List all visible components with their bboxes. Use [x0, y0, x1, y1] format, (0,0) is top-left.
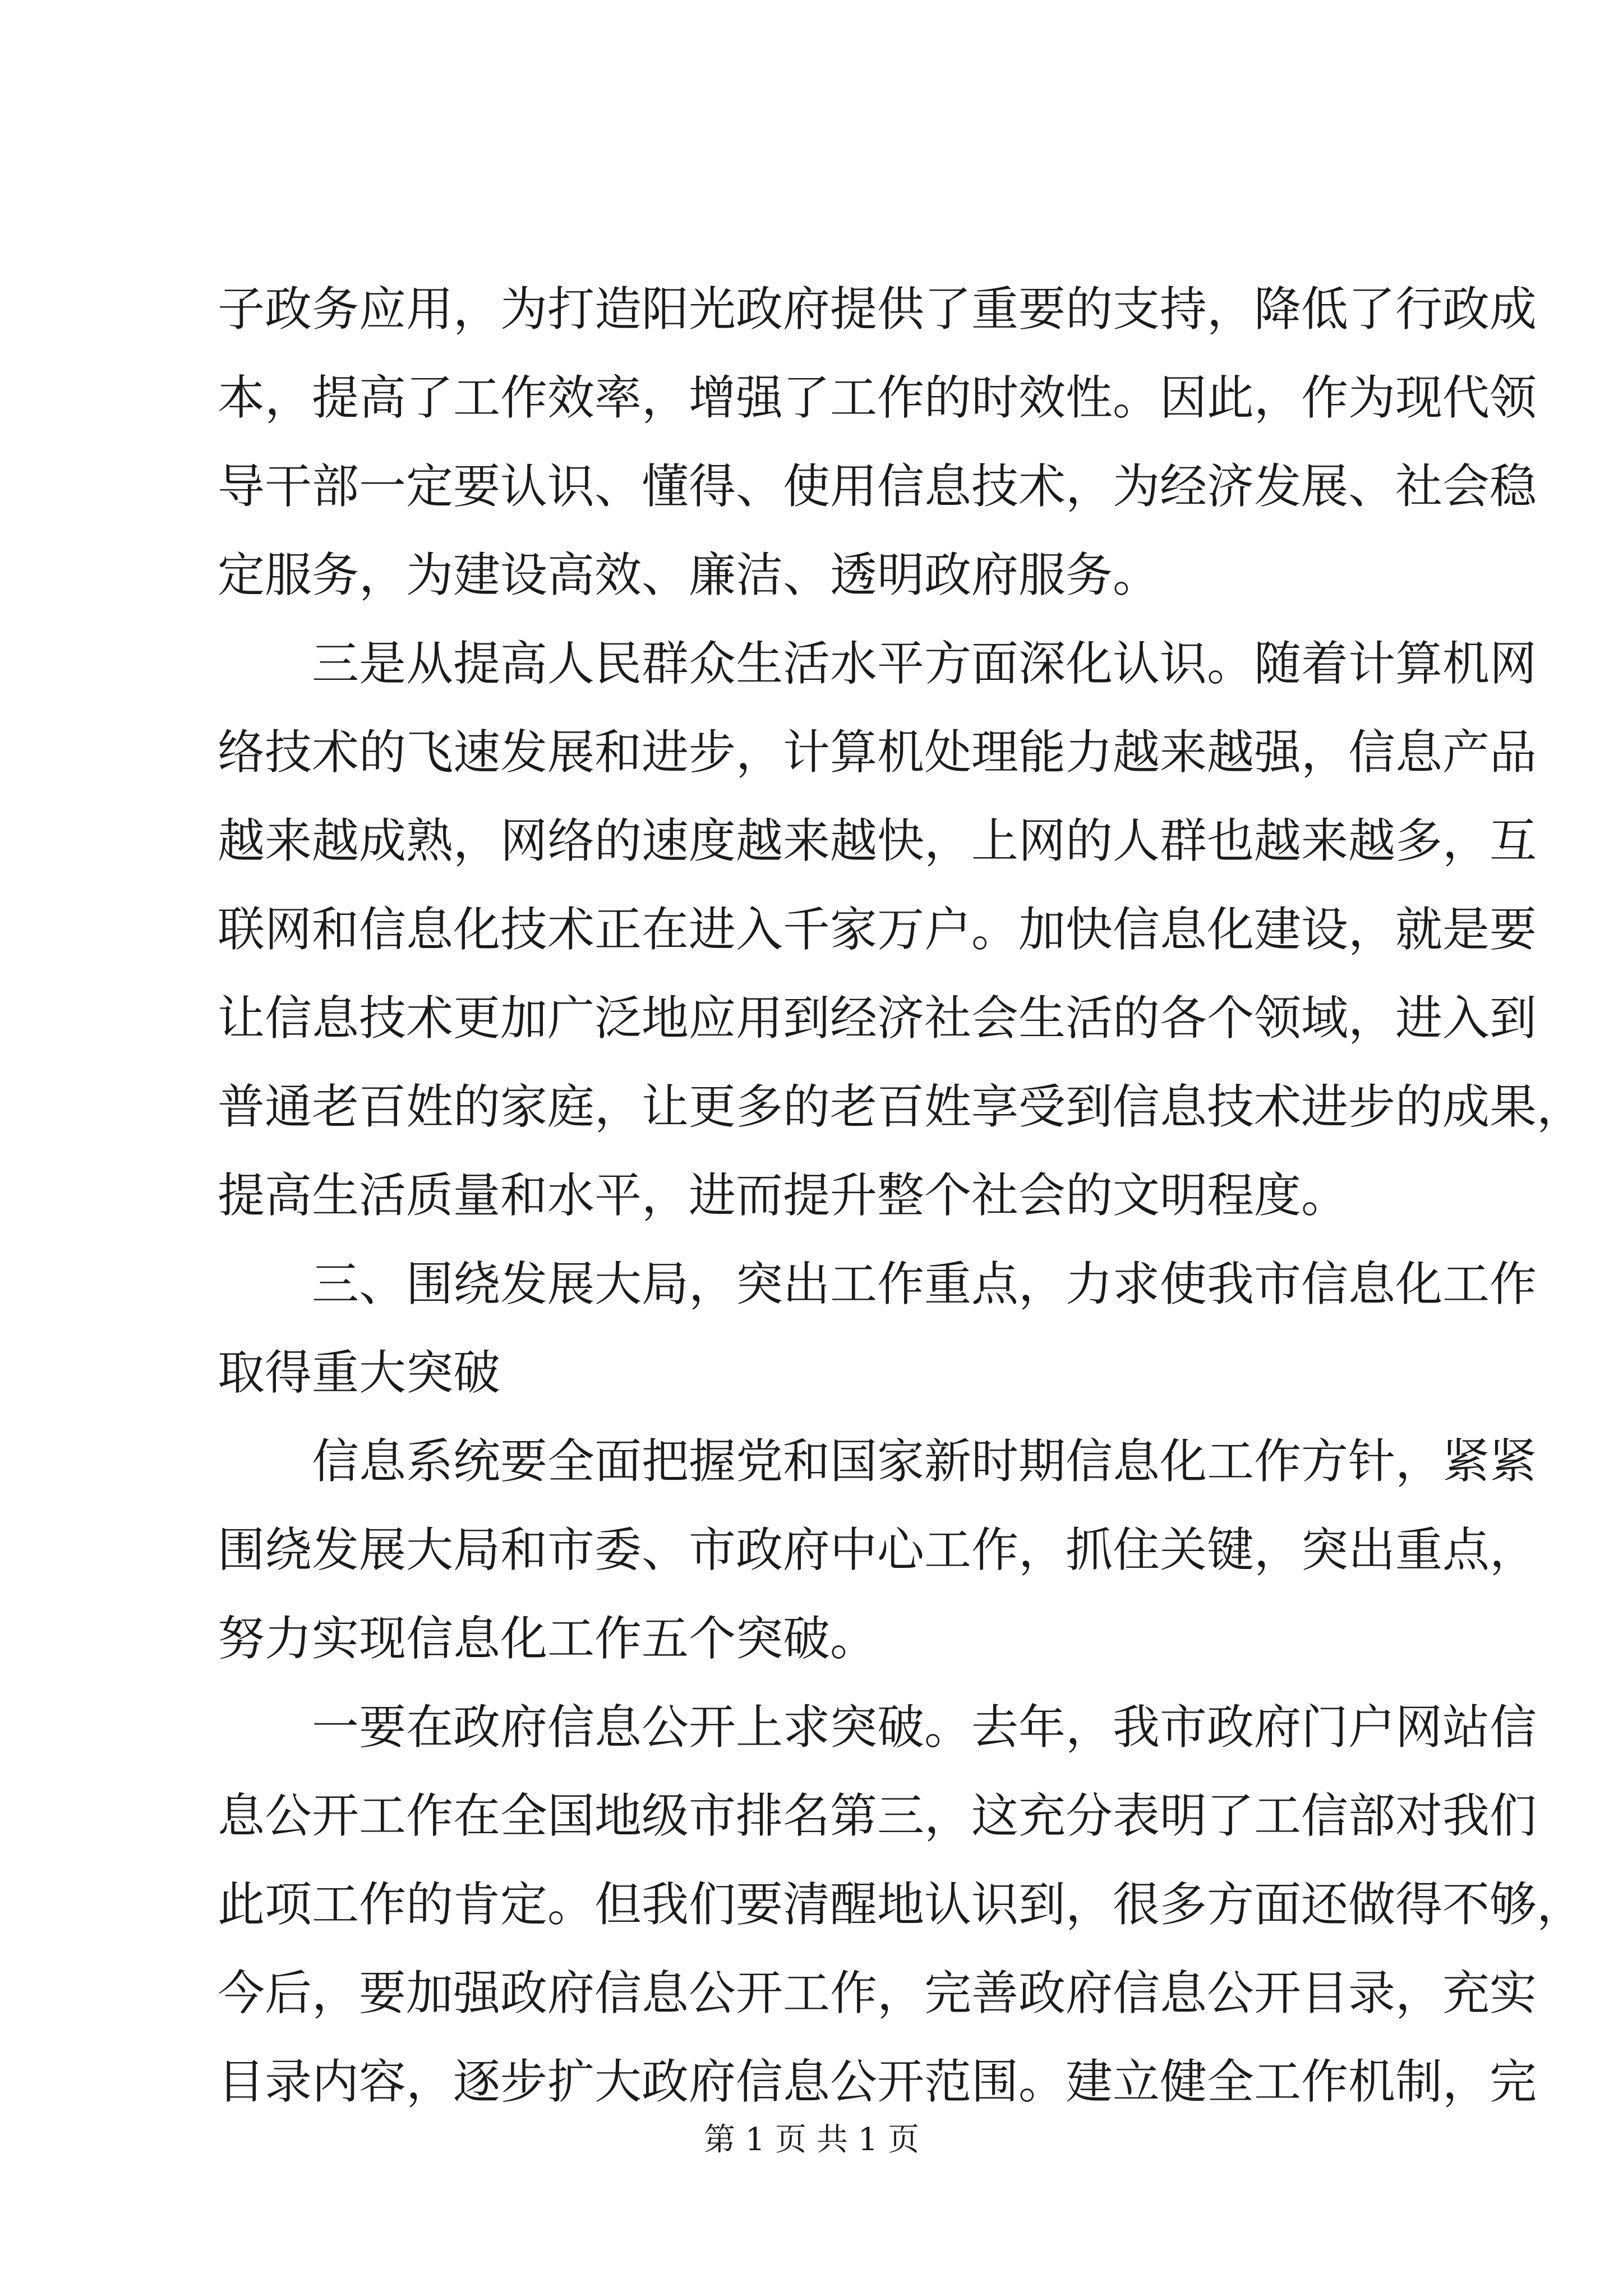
- paragraph: [218, 619, 1584, 1240]
- text-line: 此项工作的肯定。但我们要清醒地认识到，很多方面还做得不够，: [218, 1877, 1584, 1932]
- text-line: 围绕发展大局和市委、市政府中心工作，抓住关键，突出重点，: [218, 1522, 1537, 1577]
- text-line: 导干部一定要认识、懂得、使用信息技术，为经济发展、社会稳: [218, 459, 1537, 514]
- text-line: 本，提高了工作效率，增强了工作的时效性。因此，作为现代领: [218, 370, 1537, 425]
- paragraph: [218, 1683, 1584, 2126]
- text-line: 联网和信息化技术正在进入千家万户。加快信息化建设，就是要: [218, 902, 1537, 957]
- text-line: 息公开工作在全国地级市排名第三，这充分表明了工信部对我们: [218, 1788, 1537, 1843]
- text-line: 三是从提高人民群众生活水平方面深化认识。随着计算机网: [312, 636, 1537, 691]
- text-line: 目录内容，逐步扩大政府信息公开范围。建立健全工作机制，完: [218, 2054, 1537, 2109]
- text-line: 定服务，为建设高效、廉洁、透明政府服务。: [218, 547, 1160, 602]
- text-line: 普通老百姓的家庭，让更多的老百姓享受到信息技术进步的成果，: [218, 1079, 1584, 1134]
- text-line: 子政务应用，为打造阳光政府提供了重要的支持，降低了行政成: [218, 282, 1537, 337]
- paragraph: [218, 1240, 1537, 1417]
- text-line: 今后，要加强政府信息公开工作，完善政府信息公开目录，充实: [218, 1966, 1537, 2021]
- text-line: 三、围绕发展大局，突出工作重点，力求使我市信息化工作: [312, 1257, 1537, 1312]
- document-body: [218, 265, 1584, 2126]
- text-line: 一要在政府信息公开上求突破。去年，我市政府门户网站信: [312, 1700, 1537, 1755]
- text-line: 信息系统要全面把握党和国家新时期信息化工作方针，紧紧: [312, 1434, 1537, 1489]
- text-line: 取得重大突破: [218, 1345, 501, 1400]
- page-footer: 第 1 页 共 1 页: [703, 2122, 920, 2158]
- text-line: 越来越成熟，网络的速度越来越快，上网的人群也越来越多，互: [218, 813, 1537, 868]
- paragraph: [218, 265, 1537, 619]
- paragraph: [218, 1417, 1537, 1683]
- text-line: 让信息技术更加广泛地应用到经济社会生活的各个领域，进入到: [218, 991, 1537, 1046]
- text-line: 络技术的飞速发展和进步，计算机处理能力越来越强，信息产品: [218, 725, 1537, 780]
- text-line: 努力实现信息化工作五个突破。: [218, 1611, 878, 1666]
- text-line: 提高生活质量和水平，进而提升整个社会的文明程度。: [218, 1168, 1349, 1223]
